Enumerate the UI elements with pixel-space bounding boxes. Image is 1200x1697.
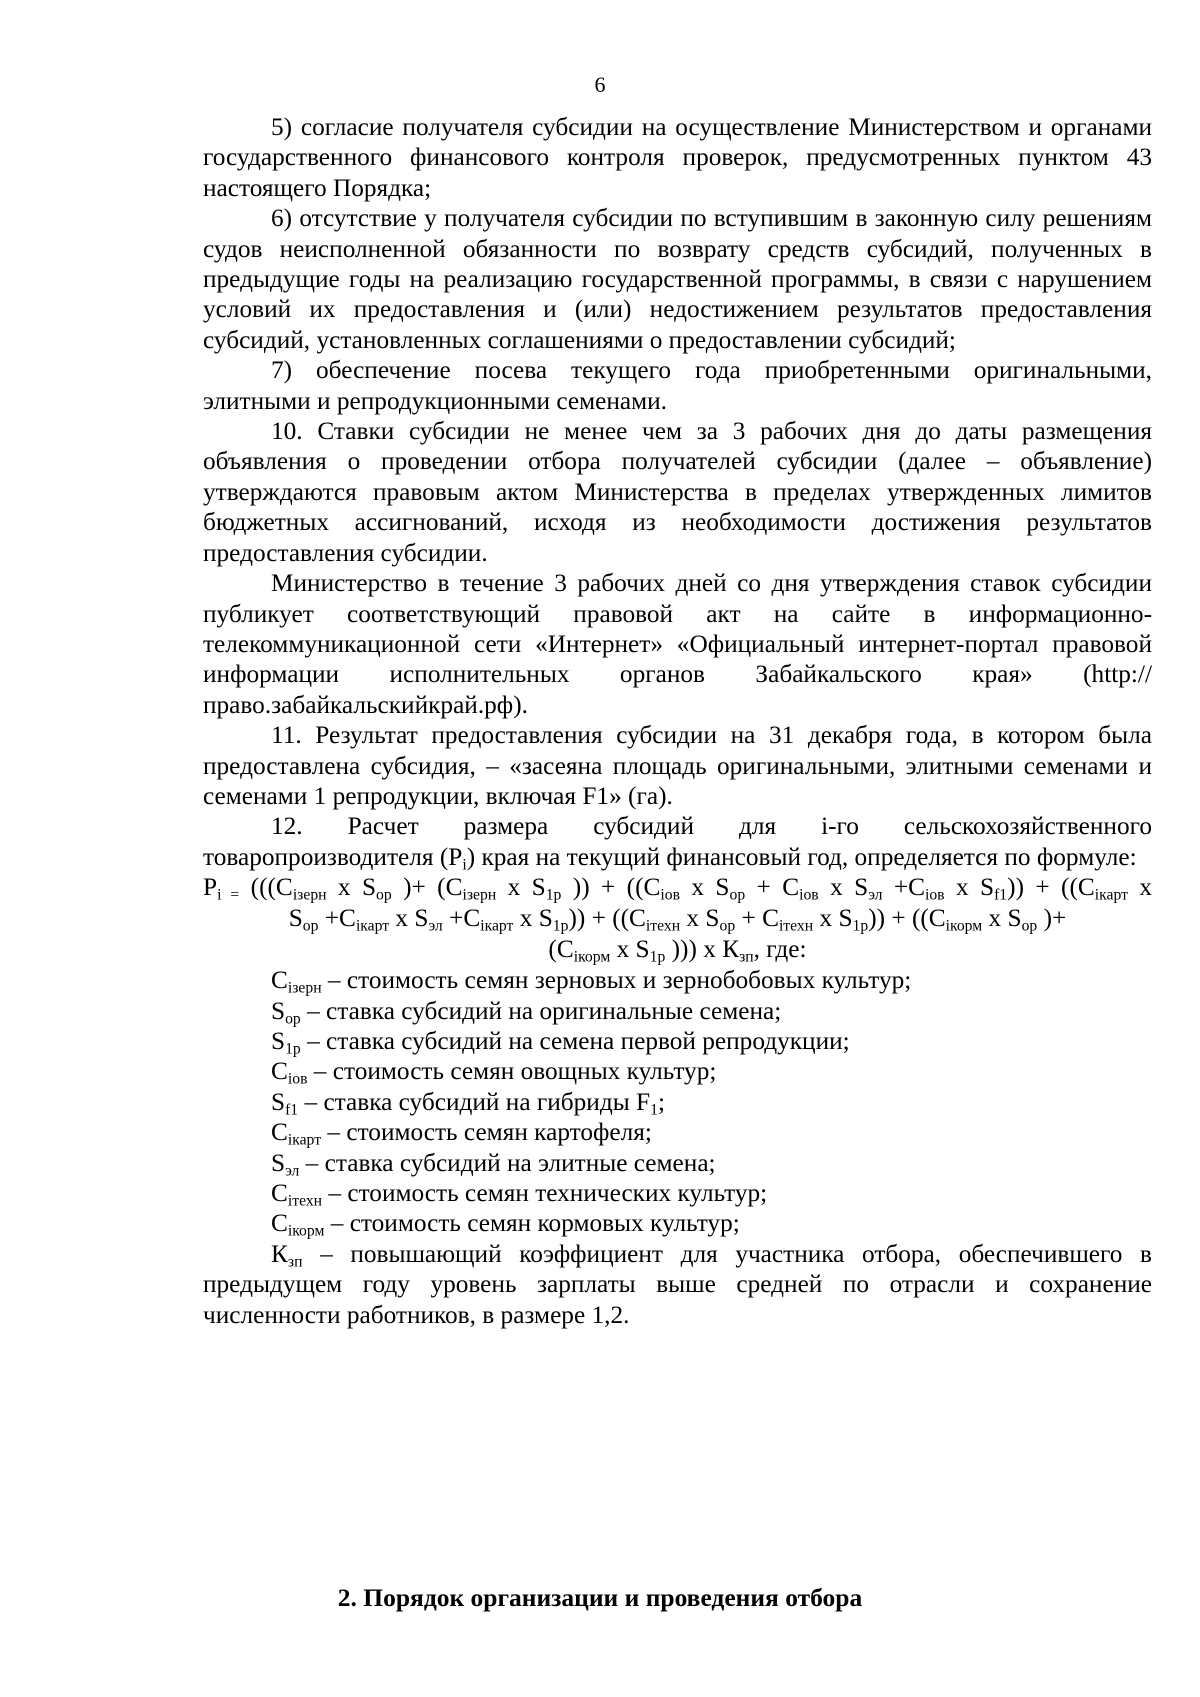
- definition-symbol: C: [271, 1209, 288, 1238]
- formula-subscript: зп: [739, 948, 754, 966]
- definition-text: – ставка субсидий на семена первой репродукции;: [300, 1026, 850, 1055]
- document-body: [203, 112, 1152, 1330]
- formula-line-3: [203, 934, 1152, 965]
- formula-subscript: iкарт: [355, 917, 390, 935]
- definition-subscript: iкорм: [287, 1222, 325, 1240]
- paragraph-12-text-b: ) края на текущий финансовый год, определяется по формуле:: [466, 842, 1137, 871]
- formula-text: x S: [496, 873, 546, 902]
- formula-subscript: iкарт: [480, 917, 514, 935]
- definition-subscript: iзерн: [287, 979, 322, 997]
- formula-subscript: ор: [302, 917, 319, 935]
- formula-subscript: ор: [1021, 917, 1038, 935]
- formula-subscript: 1р: [552, 917, 569, 935]
- definition-item: [203, 1117, 1152, 1147]
- formula-text: x S: [944, 873, 995, 902]
- definition-item: [203, 965, 1152, 995]
- formula-text: +C: [442, 904, 481, 933]
- formula-text: x S: [680, 904, 720, 933]
- page-number: 6: [594, 72, 606, 97]
- formula-text: (C: [548, 935, 574, 964]
- list-item-7: 7) обеспечение посева текущего года приобретенными оригинальными, элитными и репродукционными семенами.: [203, 356, 1152, 415]
- definition-symbol: К: [271, 1239, 288, 1268]
- formula-subscript: iкарт: [1094, 886, 1128, 904]
- definition-symbol: S: [271, 1087, 286, 1116]
- definition-symbol: S: [271, 1148, 286, 1177]
- paragraph-10: 10. Ставки субсидии не менее чем за 3 рабочих дня до даты размещения объявления о проведении отбора получателей субсидии (далее – объявление) утверждаются правовым актом Министерства в пределах утвержденных лимитов бюджетных ассигнований, исходя из необходимости достижения результатов предоставления субсидии.: [203, 417, 1152, 567]
- paragraph-10-publication: Министерство в течение 3 рабочих дней со дня утверждения ставок субсидии публикует соответствующий правовой акт на сайте в информационно-телекоммуникационной сети «Интернет» «Официальный интернет-портал правовой информации исполнительных органов Забайкальского края» (http://право.забайкальскийкрай.рф).: [203, 569, 1152, 719]
- definition-tail-subscript: 1: [650, 1101, 658, 1119]
- definition-symbol: C: [271, 966, 288, 995]
- definition-item: [203, 996, 1152, 1026]
- definition-item: [203, 1056, 1152, 1086]
- definition-item: [203, 1148, 1152, 1178]
- formula-text: , где:: [753, 935, 807, 964]
- definition-symbol: C: [271, 1118, 288, 1147]
- section-heading: 2. Порядок организации и проведения отбора: [337, 1583, 863, 1612]
- formula-text: x S: [389, 904, 429, 933]
- formula-text: S: [288, 904, 303, 933]
- formula-text: ))) x К: [665, 935, 740, 964]
- formula-subscript: iтехн: [778, 917, 814, 935]
- paragraph-11: 11. Результат предоставления субсидии на 31 декабря года, в котором была предоставлена субсидия, – «засеяна площадь оригинальными, элитными семенами и семенами 1 репродукции, включая F1» (га).: [203, 721, 1152, 810]
- definition-text: – ставка субсидий на элитные семена;: [299, 1148, 716, 1177]
- definition-subscript: iов: [287, 1070, 308, 1088]
- definition-text: – стоимость семян зерновых и зернобобовых культур;: [321, 966, 912, 995]
- formula-subscript: 1р: [545, 886, 562, 904]
- formula-subscript: iзерн: [292, 886, 327, 904]
- definition-item: [203, 1178, 1152, 1208]
- formula-text: )) + ((C: [868, 904, 946, 933]
- formula-subscript: ор: [376, 886, 392, 904]
- formula-subscript: эл: [868, 886, 883, 904]
- definition-text: – стоимость семян овощных культур;: [307, 1057, 717, 1086]
- definition-tail: ;: [657, 1087, 665, 1116]
- definition-text: – ставка субсидий на гибриды F: [298, 1087, 651, 1116]
- formula-subscript: i =: [217, 886, 240, 904]
- subsidy-formula: [203, 872, 1152, 965]
- formula-text: + C: [735, 904, 779, 933]
- formula-subscript: ор: [719, 917, 736, 935]
- formula-subscript: 1р: [852, 917, 869, 935]
- formula-text: )) + ((C: [1007, 873, 1095, 902]
- list-item-5: 5) согласие получателя субсидии на осуществление Министерством и органами государственного финансового контроля проверок, предусмотренных пунктом 43 настоящего Порядка;: [203, 113, 1152, 202]
- definition-item: [203, 1239, 1152, 1330]
- formula-subscript: эл: [428, 917, 443, 935]
- formula-text: P: [203, 873, 218, 902]
- definition-item: [203, 1208, 1152, 1238]
- list-item-6: 6) отсутствие у получателя субсидии по вступившим в законную силу решениям судов неисполненной обязанности по возврату средств субсидий, полученных в предыдущие годы на реализацию государственной программы, в связи с нарушением условий их предоставления и (или) недостижением результатов предоставления субсидий, установленных соглашениями о предоставлении субсидий;: [203, 204, 1152, 354]
- definition-subscript: iкарт: [287, 1131, 322, 1149]
- formula-text: x S: [813, 904, 853, 933]
- definition-symbol: C: [271, 1179, 288, 1207]
- paragraph-12: [203, 811, 1152, 872]
- paragraph-12-text-a: 12. Расчет размера субсидий для i-го сельскохозяйственного товаропроизводителя (P: [203, 812, 1152, 871]
- definition-subscript: 1р: [285, 1040, 301, 1058]
- formula-text: (((C: [239, 873, 293, 902]
- definition-item: [203, 1087, 1152, 1117]
- formula-text: + C: [745, 873, 800, 902]
- formula-text: )) + ((C: [561, 873, 661, 902]
- formula-text: +C: [882, 873, 925, 902]
- definition-text: – ставка субсидий на оригинальные семена;: [300, 996, 782, 1025]
- formula-subscript: iов: [660, 886, 680, 904]
- definition-symbol: S: [271, 1026, 286, 1055]
- definition-subscript: эл: [285, 1161, 300, 1179]
- formula-subscript: iтехн: [645, 917, 681, 935]
- definition-text: – стоимость семян картофеля;: [321, 1118, 652, 1147]
- formula-definitions: [203, 965, 1152, 1330]
- formula-text: x S: [610, 935, 650, 964]
- formula-text: x S: [326, 873, 377, 902]
- formula-text: )+: [1037, 904, 1067, 933]
- formula-text: )) + ((C: [568, 904, 646, 933]
- formula-subscript: f1: [994, 886, 1008, 904]
- formula-subscript: ор: [729, 886, 746, 904]
- formula-subscript: iов: [799, 886, 819, 904]
- definition-text: – повышающий коэффициент для участника отбора, обеспечившего в предыдущем году уровень зарплаты выше средней по отрасли и сохранение численности работников, в размере 1,2.: [203, 1239, 1152, 1329]
- formula-text: )+ (C: [391, 873, 463, 902]
- formula-subscript: iзерн: [462, 886, 497, 904]
- formula-text: +C: [318, 904, 356, 933]
- definition-symbol: C: [271, 1057, 288, 1086]
- formula-text: x S: [982, 904, 1022, 933]
- definition-symbol: S: [271, 996, 286, 1025]
- paragraph-12-subscript: i: [462, 856, 467, 874]
- definition-item: [203, 1026, 1152, 1056]
- formula-subscript: iкорм: [945, 917, 983, 935]
- formula-text: x: [1127, 873, 1152, 902]
- definition-subscript: f1: [285, 1101, 299, 1119]
- formula-text: x S: [818, 873, 869, 902]
- formula-line-1: [203, 872, 1152, 903]
- definition-text: – стоимость семян технических культур;: [322, 1179, 768, 1207]
- formula-text: x S: [680, 873, 730, 902]
- formula-subscript: iкорм: [573, 948, 611, 966]
- definition-subscript: ор: [285, 1009, 301, 1027]
- definition-subscript: iтехн: [287, 1192, 323, 1210]
- definition-subscript: зп: [287, 1253, 303, 1271]
- formula-line-2: [203, 903, 1152, 934]
- formula-subscript: 1р: [649, 948, 666, 966]
- formula-text: x S: [513, 904, 553, 933]
- formula-subscript: iов: [924, 886, 945, 904]
- definition-text: – стоимость семян кормовых культур;: [324, 1209, 740, 1238]
